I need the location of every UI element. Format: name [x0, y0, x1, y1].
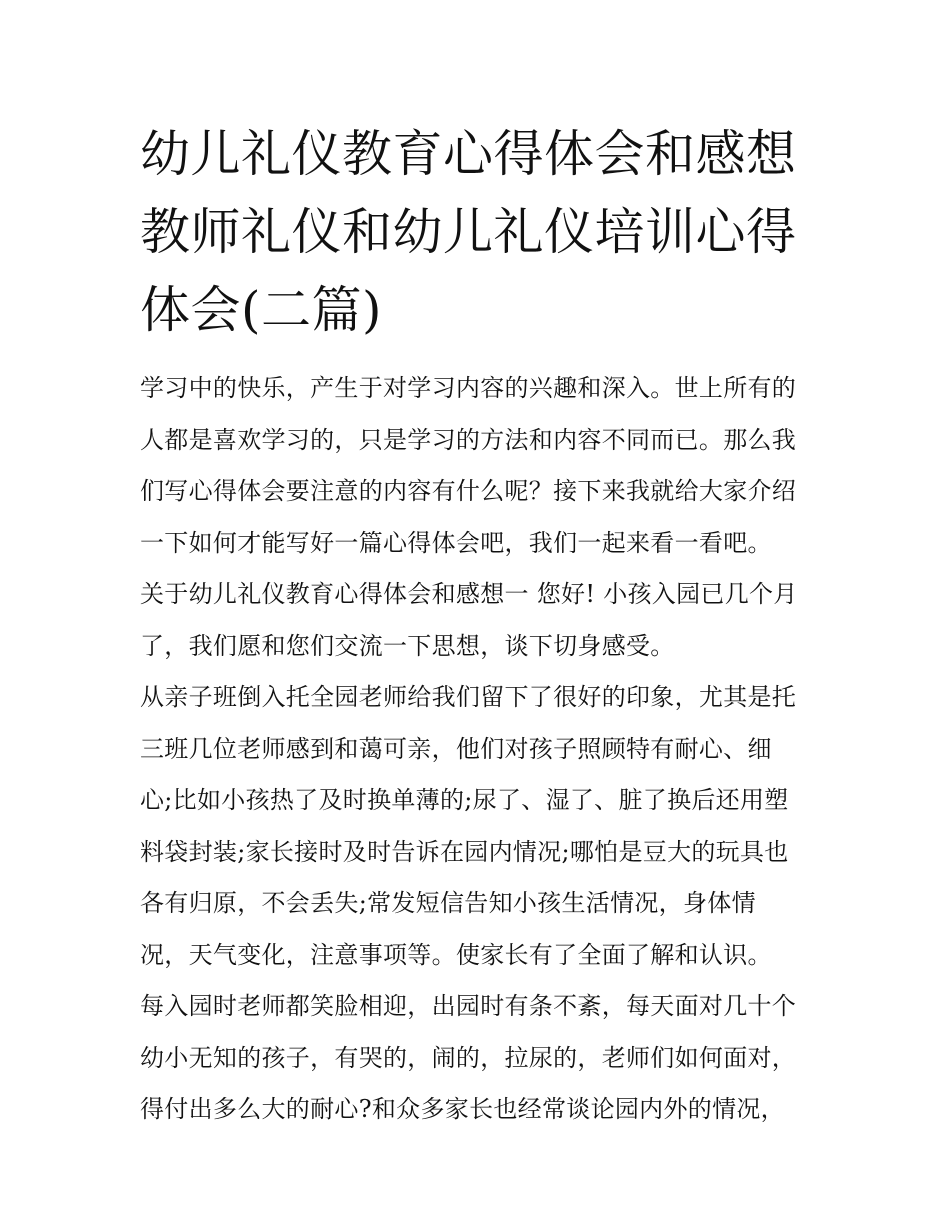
- body-line: 一下如何才能写好一篇心得体会吧，我们一起来看一看吧。: [140, 528, 772, 557]
- body-line: 人都是喜欢学习的，只是学习的方法和内容不同而已。那么我: [140, 425, 797, 454]
- body-line: 各有归原，不会丢失;常发短信告知小孩生活情况，身体情: [140, 889, 756, 917]
- body-line: 们写心得体会要注意的内容有什么呢？接下来我就给大家介绍: [140, 477, 797, 505]
- body-line: 幼小无知的孩子，有哭的，闹的，拉尿的，老师们如何面对，: [140, 1043, 797, 1072]
- body-line: 料袋封装;家长接时及时告诉在园内情况;哪怕是豆大的玩具也: [140, 837, 789, 866]
- body-line: 关于幼儿礼仪教育心得体会和感想一 您好! 小孩入园已几个月: [140, 580, 798, 608]
- document-page: [140, 115, 820, 1136]
- body-line: 得付出多么大的耐心?和众多家长也经常谈论园内外的情况，: [140, 1095, 785, 1123]
- body-line: 每入园时老师都笑脸相迎，出园时有条不紊，每天面对几十个: [140, 992, 797, 1020]
- title-line: 教师礼仪和幼儿礼仪培训心得: [140, 203, 797, 261]
- body-line: 从亲子班倒入托全园老师给我们留下了很好的印象，尤其是托: [140, 683, 797, 711]
- body-line: 况，天气变化，注意事项等。使家长有了全面了解和认识。: [140, 940, 772, 969]
- body-line: 了，我们愿和您们交流一下思想，谈下切身感受。: [140, 631, 675, 660]
- title-line: 体会(二篇): [140, 281, 383, 339]
- document-title: [140, 115, 820, 349]
- body-line: 三班几位老师感到和蔼可亲，他们对孩子照顾特有耐心、细: [140, 734, 772, 763]
- body-line: 心;比如小孩热了及时换单薄的;尿了、湿了、脏了换后还用塑: [140, 786, 789, 814]
- body-line: 学习中的快乐，产生于对学习内容的兴趣和深入。世上所有的: [140, 374, 797, 402]
- document-body: [140, 363, 820, 1136]
- title-line: 幼儿礼仪教育心得体会和感想: [140, 125, 797, 183]
